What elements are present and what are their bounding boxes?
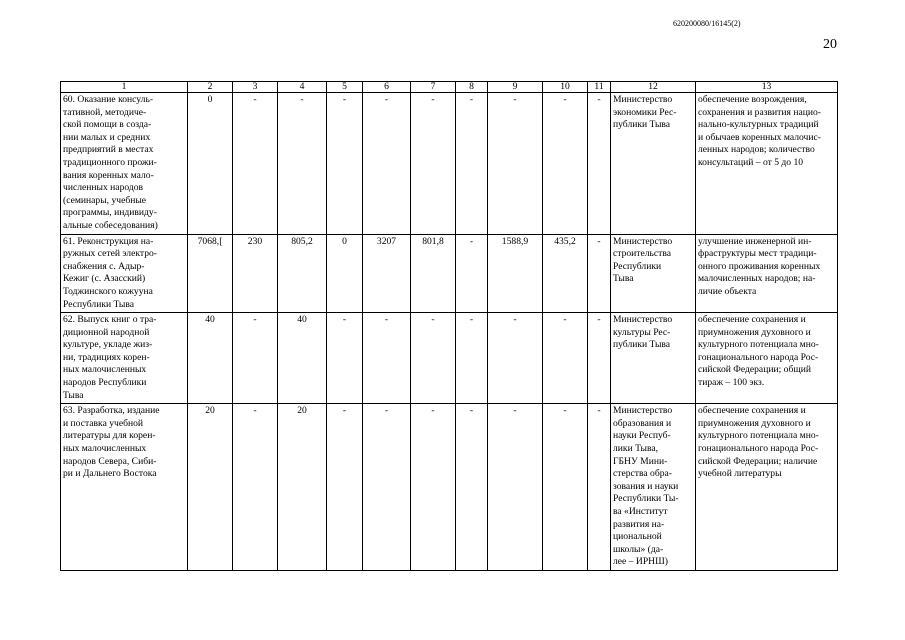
funding-value: 1588,9 — [488, 234, 543, 313]
funding-total: 0 — [188, 93, 233, 235]
funding-value: - — [411, 404, 456, 571]
column-header: 6 — [363, 82, 411, 93]
expected-result: улучшение инженерной ин- фраструктуры мест традици- онного проживания коренных малочисленных народов; на- личие объекта — [696, 234, 838, 313]
funding-value: - — [327, 93, 363, 235]
measure-name: 63. Разработка, издание и поставка учебной литературы для корен- ных малочисленных народов Севера, Сиби- ри и Дальнего Востока — [61, 404, 188, 571]
funding-value: - — [488, 313, 543, 404]
funding-total: 40 — [188, 313, 233, 404]
column-header: 4 — [278, 82, 327, 93]
table-row — [61, 93, 838, 235]
table-row — [61, 404, 838, 571]
funding-total: 20 — [188, 404, 233, 571]
document-code: 620200080/16145(2) — [673, 19, 741, 28]
funding-value: - — [543, 404, 588, 571]
funding-value: - — [588, 93, 611, 235]
funding-value: 805,2 — [278, 234, 327, 313]
funding-value: - — [363, 93, 411, 235]
executor: Министерство экономики Рес- публики Тыва — [611, 93, 696, 235]
funding-value: - — [233, 313, 278, 404]
expected-result: обеспечение возрождения, сохранения и развития нацио- нально-культурных традиций и обычаев коренных малочис- ленных народов; количество консультаций – от 5 до 10 — [696, 93, 838, 235]
table-row — [61, 234, 838, 313]
funding-value: - — [588, 313, 611, 404]
funding-value: 435,2 — [543, 234, 588, 313]
column-header: 2 — [188, 82, 233, 93]
funding-value: - — [456, 234, 488, 313]
executor: Министерство культуры Рес- публики Тыва — [611, 313, 696, 404]
funding-value: - — [588, 234, 611, 313]
funding-value: - — [588, 404, 611, 571]
funding-value: 40 — [278, 313, 327, 404]
funding-value: - — [363, 404, 411, 571]
column-header: 9 — [488, 82, 543, 93]
funding-value: - — [456, 404, 488, 571]
funding-value: - — [456, 313, 488, 404]
funding-value: - — [327, 404, 363, 571]
measure-name: 60. Оказание консуль- тативной, методиче- ской помощи в созда- нии малых и средних предприятий в местах традиционного прожи- вания коренных мало- численных народов (семинары, учебные программы, индивиду- альные собеседования) — [61, 93, 188, 235]
table-row — [61, 313, 838, 404]
measure-name: 61. Реконструкция на- ружных сетей электро- снабжения с. Адыр- Кежиг (с. Азасский) Тоджинского кожууна Республики Тыва — [61, 234, 188, 313]
funding-value: 20 — [278, 404, 327, 571]
page-number: 20 — [823, 37, 837, 52]
column-header: 3 — [233, 82, 278, 93]
column-header: 13 — [696, 82, 838, 93]
column-header: 12 — [611, 82, 696, 93]
column-header: 5 — [327, 82, 363, 93]
table-header-row — [61, 82, 838, 93]
funding-value: - — [411, 313, 456, 404]
executor: Министерство образования и науки Респуб- лики Тыва, ГБНУ Мини- стерства обра- зования и науки Республики Ты- ва «Институт развития на- циональной школы» (да- лее – ИРНШ) — [611, 404, 696, 571]
funding-value: - — [543, 313, 588, 404]
funding-value: 0 — [327, 234, 363, 313]
funding-value: - — [327, 313, 363, 404]
funding-value: 3207 — [363, 234, 411, 313]
funding-value: - — [543, 93, 588, 235]
funding-value: - — [411, 93, 456, 235]
program-table — [60, 81, 838, 571]
funding-value: 230 — [233, 234, 278, 313]
funding-total: 7068,[ — [188, 234, 233, 313]
column-header: 8 — [456, 82, 488, 93]
funding-value: - — [363, 313, 411, 404]
funding-value: - — [233, 404, 278, 571]
funding-value: - — [233, 93, 278, 235]
expected-result: обеспечение сохранения и приумножения духовного и культурного потенциала мно- гонационального народа Рос- сийской Федерации; общий тираж – 100 экз. — [696, 313, 838, 404]
funding-value: - — [278, 93, 327, 235]
column-header: 10 — [543, 82, 588, 93]
column-header: 11 — [588, 82, 611, 93]
executor: Министерство строительства Республики Тыва — [611, 234, 696, 313]
funding-value: 801,8 — [411, 234, 456, 313]
expected-result: обеспечение сохранения и приумножения духовного и культурного потенциала мно- гонационального народа Рос- сийской Федерации; наличие учебной литературы — [696, 404, 838, 571]
funding-value: - — [488, 93, 543, 235]
column-header: 7 — [411, 82, 456, 93]
measure-name: 62. Выпуск книг о тра- диционной народной культуре, укладе жиз- ни, традициях корен- ных малочисленных народов Республики Тыва — [61, 313, 188, 404]
funding-value: - — [456, 93, 488, 235]
funding-value: - — [488, 404, 543, 571]
column-header: 1 — [61, 82, 188, 93]
